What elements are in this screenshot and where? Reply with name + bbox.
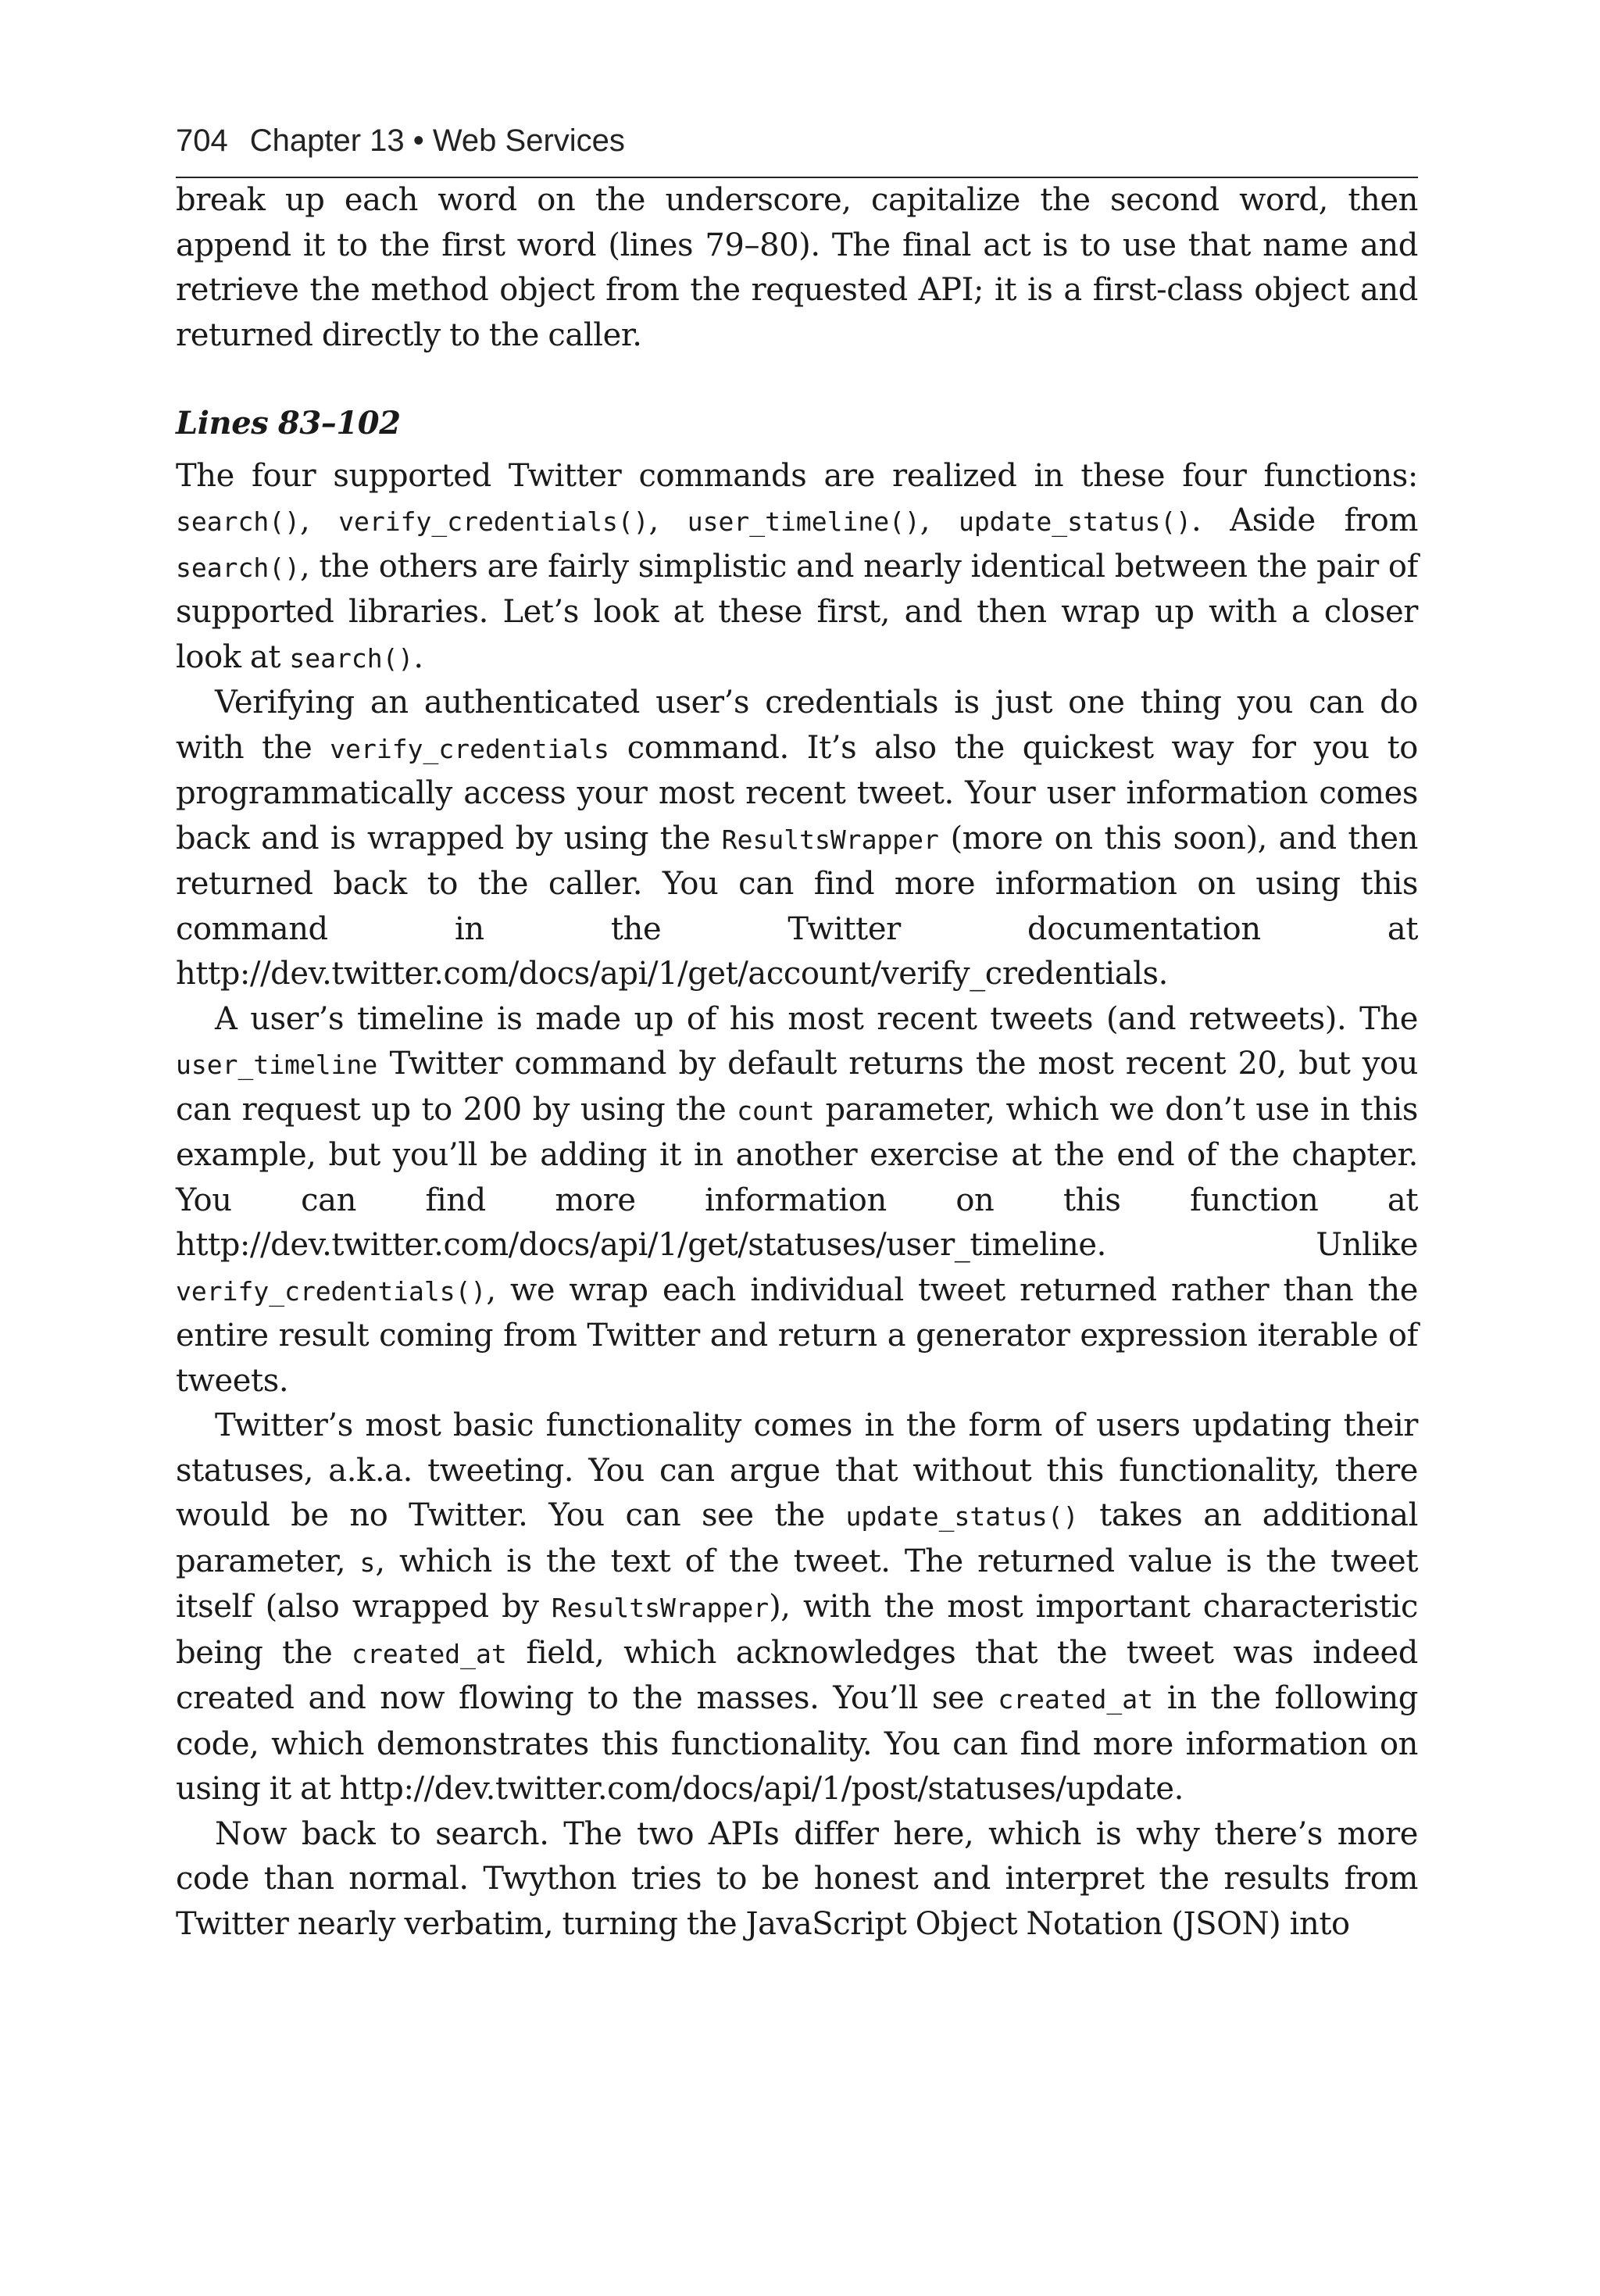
inline-code: verify_credentials() xyxy=(338,506,649,537)
text-run: ), with the most important characteristic being the xyxy=(176,1589,1418,1671)
inline-code: update_status() xyxy=(845,1501,1079,1532)
section-heading: Lines 83–102 xyxy=(176,405,401,442)
body-text xyxy=(176,178,1418,1947)
book-page xyxy=(176,117,1418,1947)
inline-code: search() xyxy=(176,506,300,537)
inline-code: created_at xyxy=(352,1638,507,1669)
paragraph-update-status xyxy=(176,1404,1418,1812)
text-run: , which is the text of the tweet. The returned value is the tweet itself (also wrapped by xyxy=(176,1543,1418,1625)
text-run: A user’s timeline is made up of his most recent tweets (and retweets). The xyxy=(215,1000,1418,1037)
paragraph-functions xyxy=(176,454,1418,681)
text-run: parameter, which we don’t use in this example, but you’ll be adding it in another exercise at the end of the chapter. You can find more information on this function at http://dev.twitter.com/docs/api/1/get/statuses/user_timeline. Unlike xyxy=(176,1091,1418,1263)
text-run: . xyxy=(413,638,423,675)
text-run: , xyxy=(299,502,339,538)
paragraph-search: Now back to search. The two APIs differ here, which is why there’s more code than normal. Twython tries to be honest and interpret the results from Twitter nearly verbatim, turning the JavaScript Object Notation (JSON) into xyxy=(176,1815,1418,1942)
text-run: (more on this soon), and then returned back to the caller. You can find more information on using this command in the Twitter documentation at http://dev.twitter.com/docs/api/1/get/account/verify_credentials. xyxy=(176,820,1418,992)
inline-code: count xyxy=(737,1095,815,1126)
text-run: . Aside from xyxy=(1191,502,1418,538)
inline-code: s xyxy=(359,1547,376,1578)
text-run: takes an additional parameter, xyxy=(176,1497,1418,1579)
text-run: Twitter command by default returns the most recent 20, but you can request up to 200 by using the xyxy=(176,1046,1418,1128)
inline-code: user_timeline() xyxy=(687,506,920,537)
inline-code: verify_credentials xyxy=(330,733,609,764)
inline-code: verify_credentials() xyxy=(176,1275,487,1307)
page-number: 704 xyxy=(176,123,228,158)
running-header xyxy=(176,117,1418,178)
text-run: Verifying an authenticated user’s credentials is just one thing you can do with the xyxy=(176,685,1418,766)
inline-code: ResultsWrapper xyxy=(721,824,939,855)
text-run: , xyxy=(648,502,688,538)
chapter-title: Chapter 13 • Web Services xyxy=(249,123,625,158)
inline-code: search() xyxy=(176,552,300,583)
text-run: field, which acknowledges that the tweet was indeed created and now flowing to the masses. You’ll see xyxy=(176,1634,1418,1716)
inline-code: ResultsWrapper xyxy=(551,1593,770,1623)
inline-code: user_timeline xyxy=(176,1050,378,1080)
text-run: command. It’s also the quickest way for you to programmatically access your most recent tweet. Your user information comes back and is wrapped by using the xyxy=(176,729,1418,857)
paragraph-user-timeline xyxy=(176,997,1418,1404)
text-run: in the following code, which demonstrates this functionality. You can find more information on using it at http://dev.twitter.com/docs/api/1/post/statuses/update. xyxy=(176,1680,1418,1807)
text-run: , we wrap each individual tweet returned rather than the entire result coming from Twitter and return a generator expression iterable of tweets. xyxy=(176,1271,1418,1399)
inline-code: search() xyxy=(289,642,414,674)
inline-code: update_status() xyxy=(959,506,1192,537)
paragraph-verify-credentials xyxy=(176,681,1418,997)
paragraph-continuation: break up each word on the underscore, capitalize the second word, then append it to the first word (lines 79–80). The final act is to use that name and retrieve the method object from the requested API; it is a first-class object and returned directly to the caller. xyxy=(176,182,1418,353)
text-run: , xyxy=(920,502,959,538)
text-run: Twitter’s most basic functionality comes in the form of users updating their statuses, a.k.a. tweeting. You can argue that without this functionality, there would be no Twitter. You can see the xyxy=(176,1407,1418,1533)
inline-code: created_at xyxy=(998,1684,1154,1715)
text-run: , the others are fairly simplistic and nearly identical between the pair of supported libraries. Let’s look at these first, and then wrap up with a closer look at xyxy=(176,548,1418,675)
text-run: The four supported Twitter commands are realized in these four functions: xyxy=(176,457,1418,494)
